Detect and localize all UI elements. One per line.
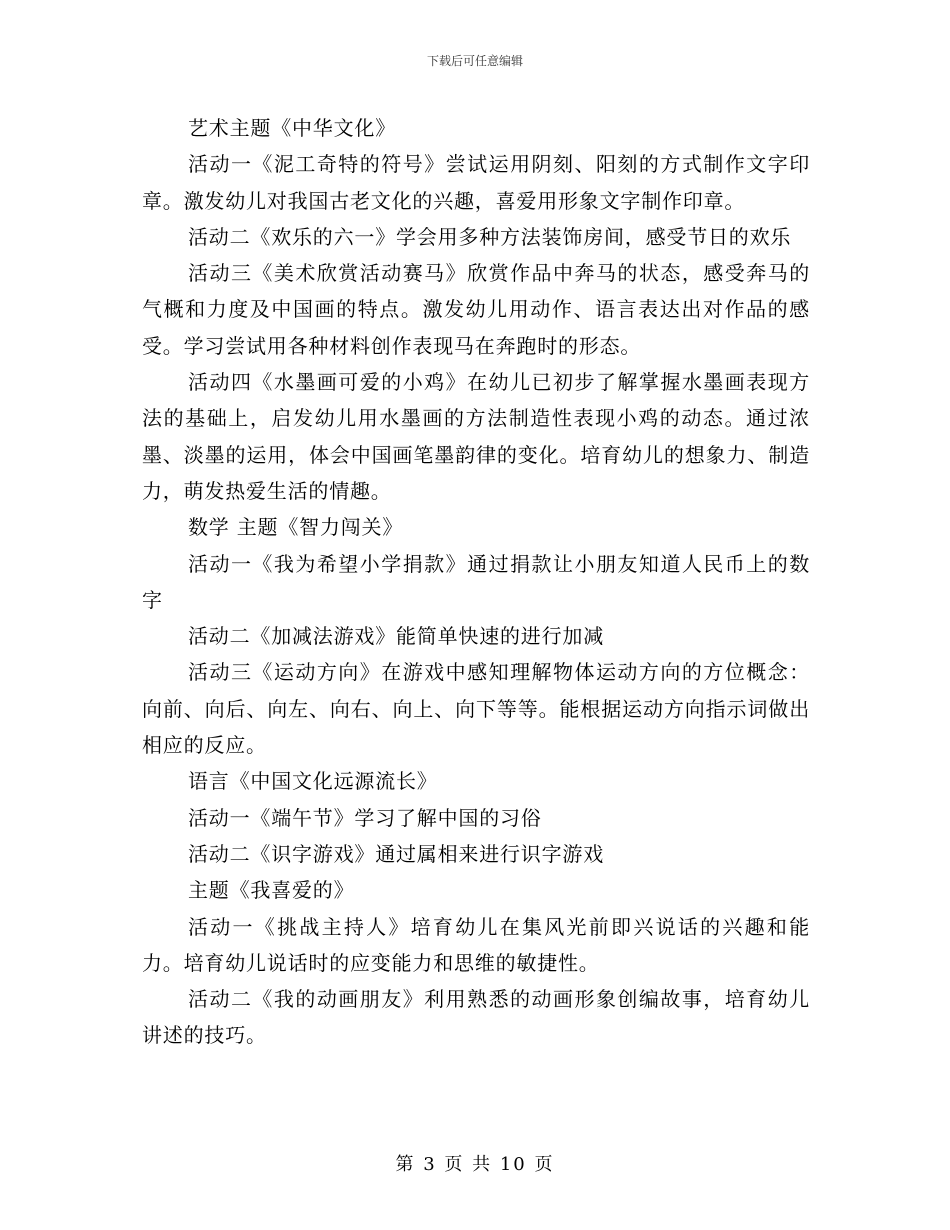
paragraph-math-theme-title: 数学 主题《智力闯关》 [188, 515, 404, 540]
paragraph-art-activity-4: 活动四《水墨画可爱的小鸡》在幼儿已初步了解掌握水墨画表现方法的基础上，启发幼儿用水墨画的方法制造性表现小鸡的动态。通过浓墨、淡墨的运用，体会中国画笔墨韵律的变化。培育幼儿的想象力、制造力，萌发热爱生活的情趣。 [142, 370, 810, 503]
paragraph-math-activity-3: 活动三《运动方向》在游戏中感知理解物体运动方向的方位概念：向前、向后、向左、向右、向上、向下等等。能根据运动方向指示词做出相应的反应。 [142, 660, 810, 758]
paragraph-favorite-activity-1: 活动一《挑战主持人》培育幼儿在集风光前即兴说话的兴趣和能力。培育幼儿说话时的应变能力和思维的敏捷性。 [142, 914, 810, 975]
paragraph-art-activity-1: 活动一《泥工奇特的符号》尝试运用阴刻、阳刻的方式制作文字印章。激发幼儿对我国古老文化的兴趣，喜爱用形象文字制作印章。 [142, 152, 810, 213]
paragraph-favorite-theme-title: 主题《我喜爱的》 [188, 878, 355, 903]
document-body [142, 110, 810, 1054]
paragraph-art-activity-2: 活动二《欢乐的六一》学会用多种方法装饰房间，感受节日的欢乐 [188, 224, 792, 249]
paragraph-language-theme-title: 语言《中国文化远源流长》 [188, 769, 438, 794]
page-number-footer: 第 3 页 共 10 页 [395, 1154, 555, 1175]
paragraph-language-activity-1: 活动一《端午节》学习了解中国的习俗 [188, 805, 542, 830]
paragraph-art-theme-title: 艺术主题《中华文化》 [188, 116, 396, 140]
paragraph-math-activity-1: 活动一《我为希望小学捐款》通过捐款让小朋友知道人民币上的数字 [142, 551, 810, 612]
paragraph-art-activity-3: 活动三《美术欣赏活动赛马》欣赏作品中奔马的状态，感受奔马的气概和力度及中国画的特点。激发幼儿用动作、语言表达出对作品的感受。学习尝试用各种材料创作表现马在奔跑时的形态。 [142, 261, 810, 358]
paragraph-math-activity-2: 活动二《加减法游戏》能简单快速的进行加减 [188, 624, 604, 649]
paragraph-favorite-activity-2: 活动二《我的动画朋友》利用熟悉的动画形象创编故事，培育幼儿讲述的技巧。 [142, 987, 810, 1048]
page-header: 下载后可任意编辑 [426, 54, 523, 68]
paragraph-language-activity-2: 活动二《识字游戏》通过属相来进行识字游戏 [188, 841, 604, 866]
